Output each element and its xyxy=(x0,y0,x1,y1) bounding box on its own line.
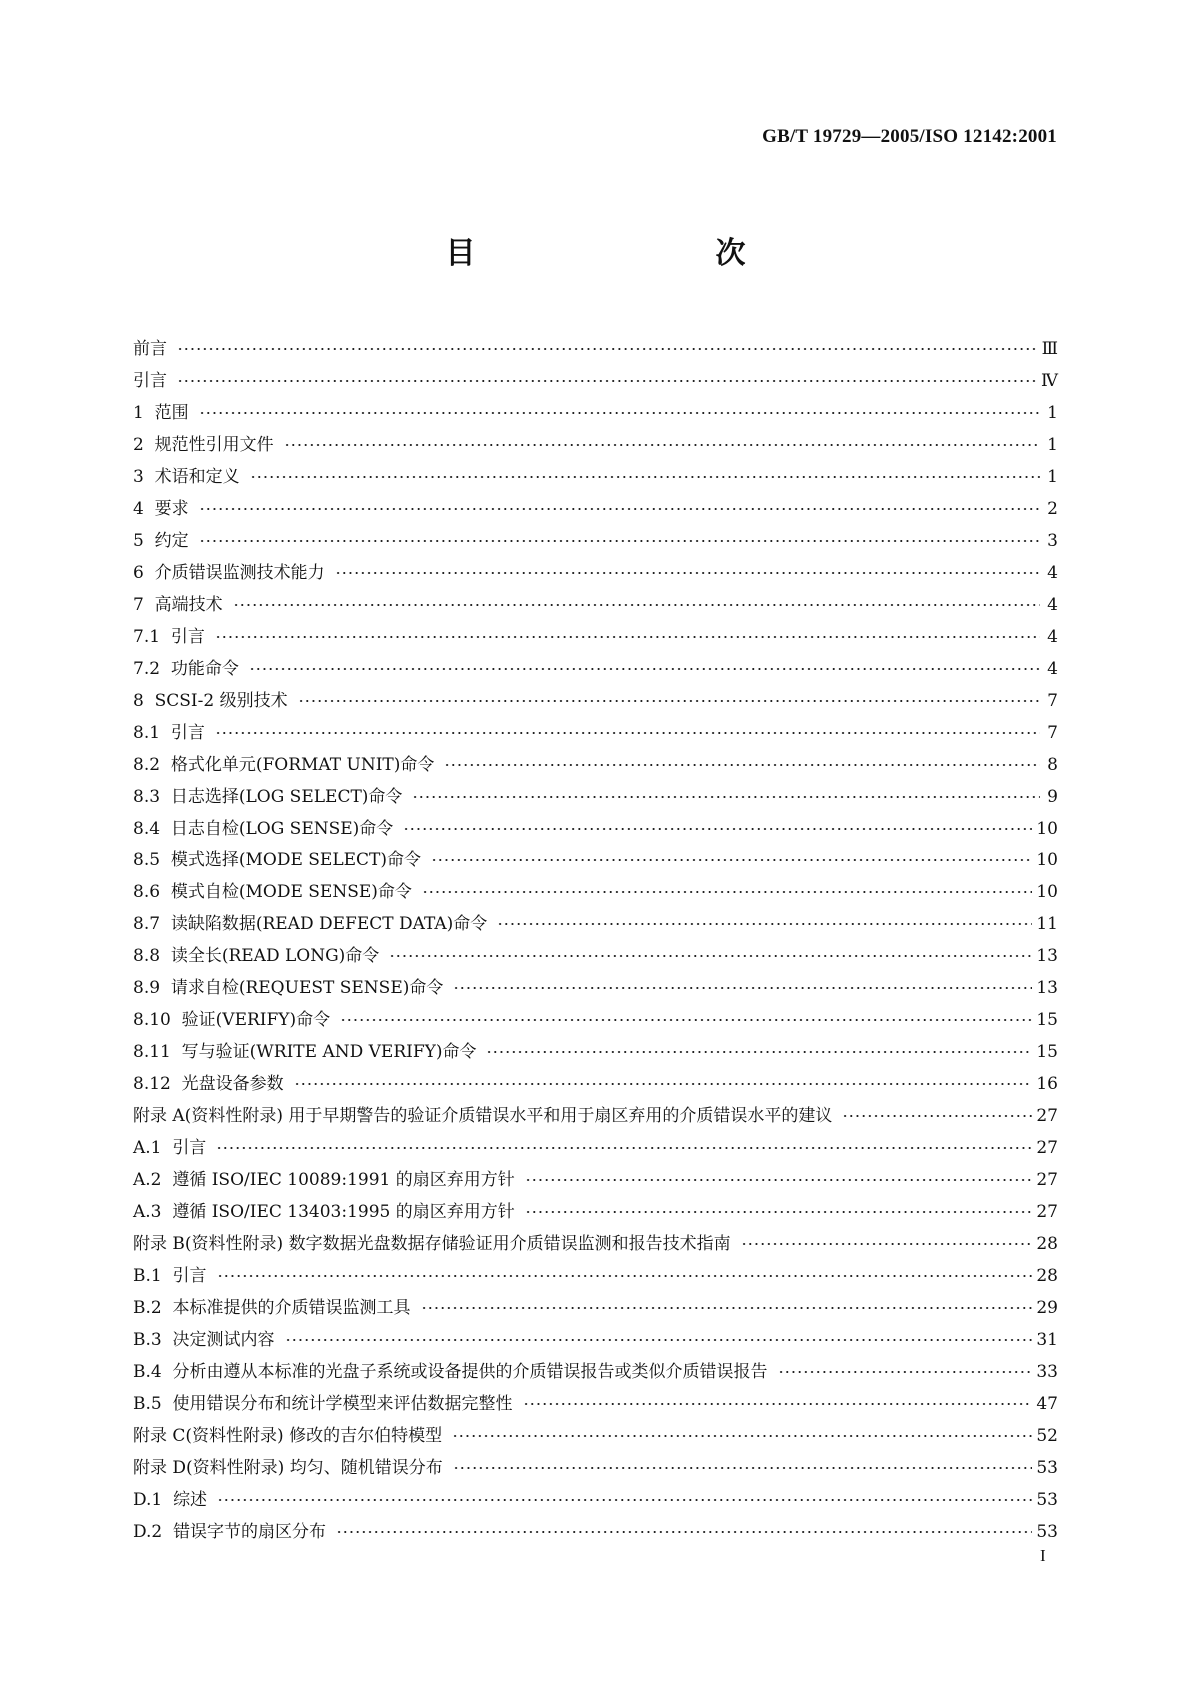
standard-number: GB/T 19729—2005/ISO 12142:2001 xyxy=(762,126,1057,147)
toc-entry[interactable] xyxy=(133,1452,1058,1484)
toc-entry-number: 8.10 xyxy=(133,1010,182,1031)
toc-entry-page: 11 xyxy=(1036,914,1058,935)
toc-entry-title: 分析由遵从本标准的光盘子系统或设备提供的介质错误报告或类似介质错误报告 xyxy=(172,1361,768,1382)
toc-entry-number: 6 xyxy=(133,562,155,583)
toc-entry-page: 4 xyxy=(1047,594,1058,615)
toc-entry-page: 28 xyxy=(1036,1234,1058,1255)
toc-entry-title: 本标准提供的介质错误监测工具 xyxy=(172,1298,411,1319)
toc-entry-title: 读全长(READ LONG)命令 xyxy=(170,946,380,967)
toc-entry-page: Ⅲ xyxy=(1041,338,1058,359)
toc-entry-number: 8.9 xyxy=(133,978,171,999)
toc-entry-title: 综述 xyxy=(173,1489,208,1510)
toc-entry-page: 15 xyxy=(1036,1042,1058,1063)
toc-entry-title: 错误字节的扇区分布 xyxy=(173,1521,327,1542)
toc-entry-page: 53 xyxy=(1036,1521,1058,1542)
toc-entry-page: 3 xyxy=(1047,530,1058,551)
dot-leader xyxy=(389,954,1032,958)
toc-entry-page: 28 xyxy=(1036,1266,1058,1287)
toc-entry-title: 功能命令 xyxy=(170,658,239,679)
toc-entry-title: 日志自检(LOG SENSE)命令 xyxy=(170,818,394,839)
toc-entry-number: D.1 xyxy=(133,1489,174,1510)
dot-leader xyxy=(199,411,1040,415)
toc-entry-number: 7.1 xyxy=(133,626,171,647)
dot-leader xyxy=(412,795,1040,799)
toc-entry-page: 16 xyxy=(1036,1074,1058,1095)
dot-leader xyxy=(199,539,1040,543)
dot-leader xyxy=(452,1434,1032,1438)
toc-entry-number: 8.8 xyxy=(133,946,171,967)
dot-leader xyxy=(453,986,1032,990)
toc-entry-title: 引言 xyxy=(170,722,205,743)
toc-entry[interactable] xyxy=(133,1356,1058,1388)
toc-entry[interactable] xyxy=(133,1228,1058,1260)
toc-entry-page: 8 xyxy=(1047,754,1058,775)
dot-leader xyxy=(422,890,1032,894)
toc-entry-number: B.3 xyxy=(133,1330,173,1351)
toc-entry[interactable] xyxy=(133,1196,1058,1228)
dot-leader xyxy=(250,475,1040,479)
toc-entry-title: 模式自检(MODE SENSE)命令 xyxy=(170,882,412,903)
toc-entry[interactable] xyxy=(133,525,1058,557)
toc-entry-page: 27 xyxy=(1036,1170,1058,1191)
toc-entry-title: 要求 xyxy=(154,498,189,519)
toc-entry-title: 范围 xyxy=(154,402,189,423)
dot-leader xyxy=(215,635,1040,639)
toc-entry-number: 8.4 xyxy=(133,818,171,839)
dot-leader xyxy=(525,1210,1033,1214)
toc-entry-page: Ⅳ xyxy=(1041,370,1058,391)
toc-entry[interactable] xyxy=(133,1516,1058,1548)
toc-entry[interactable] xyxy=(133,940,1058,972)
toc-entry-title: 引言 xyxy=(172,1138,207,1159)
toc-entry[interactable] xyxy=(133,621,1058,653)
toc-entry-title: 使用错误分布和统计学模型来评估数据完整性 xyxy=(172,1393,513,1414)
toc-entry[interactable] xyxy=(133,493,1058,525)
toc-entry[interactable] xyxy=(133,1164,1058,1196)
toc-entry[interactable] xyxy=(133,333,1058,365)
toc-entry[interactable] xyxy=(133,653,1058,685)
toc-entry-number: 2 xyxy=(133,434,155,455)
toc-entry-title: 引言 xyxy=(133,370,167,391)
toc-entry-page: 27 xyxy=(1036,1138,1058,1159)
toc-entry[interactable] xyxy=(133,1132,1058,1164)
toc-entry-title: 介质错误监测技术能力 xyxy=(154,562,325,583)
toc-entry-number: 8.1 xyxy=(133,722,171,743)
toc-entry[interactable] xyxy=(133,749,1058,781)
toc-entry-number: A.1 xyxy=(133,1138,173,1159)
toc-entry-page: 53 xyxy=(1036,1489,1058,1510)
toc-entry[interactable] xyxy=(133,1004,1058,1036)
toc-entry-title: 术语和定义 xyxy=(154,466,240,487)
toc-entry[interactable] xyxy=(133,685,1058,717)
page-number: I xyxy=(1040,1546,1046,1565)
dot-leader xyxy=(284,443,1040,447)
toc-entry-page: 2 xyxy=(1047,498,1058,519)
toc-entry-page: 33 xyxy=(1036,1361,1058,1382)
dot-leader xyxy=(421,1306,1033,1310)
toc-entry-number: A.3 xyxy=(133,1202,173,1223)
toc-entry[interactable] xyxy=(133,972,1058,1004)
toc-entry[interactable] xyxy=(133,845,1058,877)
toc-entry-number: B.4 xyxy=(133,1361,173,1382)
toc-entry[interactable] xyxy=(133,1260,1058,1292)
toc-entry-number: 3 xyxy=(133,466,155,487)
toc-entry-number: D.2 xyxy=(133,1521,174,1542)
toc-entry-title: 格式化单元(FORMAT UNIT)命令 xyxy=(170,754,435,775)
toc-entry-page: 10 xyxy=(1036,818,1058,839)
toc-entry-page: 1 xyxy=(1047,466,1058,487)
toc-entry[interactable] xyxy=(133,1100,1058,1132)
dot-leader xyxy=(335,571,1040,575)
toc-entry-title: SCSI-2 级别技术 xyxy=(154,690,288,711)
toc-entry-title: 高端技术 xyxy=(154,594,223,615)
toc-entry-page: 15 xyxy=(1036,1010,1058,1031)
toc-entry-title: 遵循 ISO/IEC 10089:1991 的扇区弃用方针 xyxy=(172,1170,515,1191)
dot-leader xyxy=(217,1274,1033,1278)
toc-entry-number: 7 xyxy=(133,594,155,615)
toc-entry-number: 8.11 xyxy=(133,1042,182,1063)
toc-entry[interactable] xyxy=(133,429,1058,461)
dot-leader xyxy=(523,1402,1033,1406)
toc-entry-title: 读缺陷数据(READ DEFECT DATA)命令 xyxy=(170,914,488,935)
toc-entry-title: 请求自检(REQUEST SENSE)命令 xyxy=(170,978,444,999)
dot-leader xyxy=(233,603,1040,607)
toc-entry-number: B.2 xyxy=(133,1298,173,1319)
dot-leader xyxy=(298,699,1040,703)
toc-entry[interactable] xyxy=(133,1484,1058,1516)
toc-entry-page: 7 xyxy=(1047,722,1058,743)
toc-entry-number: 8 xyxy=(133,690,155,711)
toc-entry-title: 附录 D(资料性附录) 均匀、随机错误分布 xyxy=(133,1457,443,1478)
toc-entry[interactable] xyxy=(133,397,1058,429)
toc-title: 目 次 xyxy=(445,236,806,271)
toc-entry-page: 27 xyxy=(1036,1202,1058,1223)
toc-entry-page: 4 xyxy=(1047,562,1058,583)
toc-entry[interactable] xyxy=(133,813,1058,845)
toc-entry-title: 引言 xyxy=(172,1266,207,1287)
dot-leader xyxy=(215,731,1040,735)
dot-leader xyxy=(497,922,1032,926)
toc-entry[interactable] xyxy=(133,1324,1058,1356)
toc-entry-title: 附录 A(资料性附录) 用于早期警告的验证介质错误水平和用于扇区弃用的介质错误水平的建议 xyxy=(133,1106,833,1127)
toc-entry-page: 4 xyxy=(1047,658,1058,679)
toc-entry-page: 1 xyxy=(1047,434,1058,455)
toc-entry-page: 13 xyxy=(1036,946,1058,967)
dot-leader xyxy=(216,1146,1032,1150)
toc-entry[interactable] xyxy=(133,557,1058,589)
toc-entry-page: 52 xyxy=(1036,1425,1058,1446)
toc-entry[interactable] xyxy=(133,589,1058,621)
toc-entry-number: B.1 xyxy=(133,1266,173,1287)
toc-entry-page: 29 xyxy=(1036,1298,1058,1319)
dot-leader xyxy=(177,347,1038,351)
toc-entry-page: 7 xyxy=(1047,690,1058,711)
dot-leader xyxy=(177,379,1037,383)
toc-entry-title: 光盘设备参数 xyxy=(181,1074,284,1095)
toc-entry-number: 8.12 xyxy=(133,1074,182,1095)
toc-entry-page: 1 xyxy=(1047,402,1058,423)
dot-leader xyxy=(453,1466,1033,1470)
toc-entry-number: 8.7 xyxy=(133,914,171,935)
dot-leader xyxy=(741,1242,1033,1246)
toc-entry-title: 遵循 ISO/IEC 13403:1995 的扇区弃用方针 xyxy=(172,1202,515,1223)
dot-leader xyxy=(525,1178,1033,1182)
toc-entry-number: 8.6 xyxy=(133,882,171,903)
toc-entry[interactable] xyxy=(133,1292,1058,1324)
toc-entry-title: 验证(VERIFY)命令 xyxy=(181,1010,331,1031)
toc-entry-number: 8.3 xyxy=(133,786,171,807)
toc-entry[interactable] xyxy=(133,717,1058,749)
toc-entry-number: 7.2 xyxy=(133,658,171,679)
toc-entry-number: 8.5 xyxy=(133,850,171,871)
toc-entry[interactable] xyxy=(133,876,1058,908)
toc-entry[interactable] xyxy=(133,461,1058,493)
toc-entry-page: 27 xyxy=(1036,1106,1058,1127)
dot-leader xyxy=(336,1530,1032,1534)
toc-entry-title: 模式选择(MODE SELECT)命令 xyxy=(170,850,421,871)
table-of-contents xyxy=(133,333,1058,1548)
toc-entry-page: 9 xyxy=(1047,786,1058,807)
toc-entry-title: 约定 xyxy=(154,530,189,551)
dot-leader xyxy=(340,1018,1032,1022)
toc-entry-page: 53 xyxy=(1036,1457,1058,1478)
toc-entry[interactable] xyxy=(133,365,1058,397)
dot-leader xyxy=(403,827,1032,831)
toc-entry-title: 规范性引用文件 xyxy=(154,434,274,455)
toc-entry[interactable] xyxy=(133,1068,1058,1100)
toc-entry-page: 10 xyxy=(1036,850,1058,871)
toc-entry[interactable] xyxy=(133,908,1058,940)
dot-leader xyxy=(778,1370,1033,1374)
toc-entry[interactable] xyxy=(133,1388,1058,1420)
toc-entry-title: 前言 xyxy=(133,338,167,359)
toc-entry[interactable] xyxy=(133,781,1058,813)
dot-leader xyxy=(431,858,1032,862)
toc-entry-title: 附录 C(资料性附录) 修改的吉尔伯特模型 xyxy=(133,1425,443,1446)
toc-entry-number: 8.2 xyxy=(133,754,171,775)
dot-leader xyxy=(444,763,1040,767)
toc-entry[interactable] xyxy=(133,1036,1058,1068)
toc-entry-title: 写与验证(WRITE AND VERIFY)命令 xyxy=(181,1042,477,1063)
toc-entry[interactable] xyxy=(133,1420,1058,1452)
toc-entry-page: 10 xyxy=(1036,882,1058,903)
toc-entry-title: 附录 B(资料性附录) 数字数据光盘数据存储验证用介质错误监测和报告技术指南 xyxy=(133,1234,731,1255)
dot-leader xyxy=(199,507,1040,511)
dot-leader xyxy=(842,1114,1032,1118)
toc-entry-number: 1 xyxy=(133,402,155,423)
toc-entry-number: 5 xyxy=(133,530,155,551)
toc-entry-page: 31 xyxy=(1036,1330,1058,1351)
toc-entry-number: B.5 xyxy=(133,1393,173,1414)
toc-entry-title: 决定测试内容 xyxy=(172,1330,275,1351)
toc-entry-title: 日志选择(LOG SELECT)命令 xyxy=(170,786,403,807)
toc-entry-page: 47 xyxy=(1036,1393,1058,1414)
toc-entry-title: 引言 xyxy=(170,626,205,647)
toc-entry-page: 4 xyxy=(1047,626,1058,647)
dot-leader xyxy=(294,1082,1033,1086)
dot-leader xyxy=(285,1338,1033,1342)
dot-leader xyxy=(249,667,1040,671)
toc-entry-page: 13 xyxy=(1036,978,1058,999)
toc-entry-number: 4 xyxy=(133,498,155,519)
dot-leader xyxy=(486,1050,1032,1054)
dot-leader xyxy=(217,1498,1032,1502)
toc-entry-number: A.2 xyxy=(133,1170,173,1191)
